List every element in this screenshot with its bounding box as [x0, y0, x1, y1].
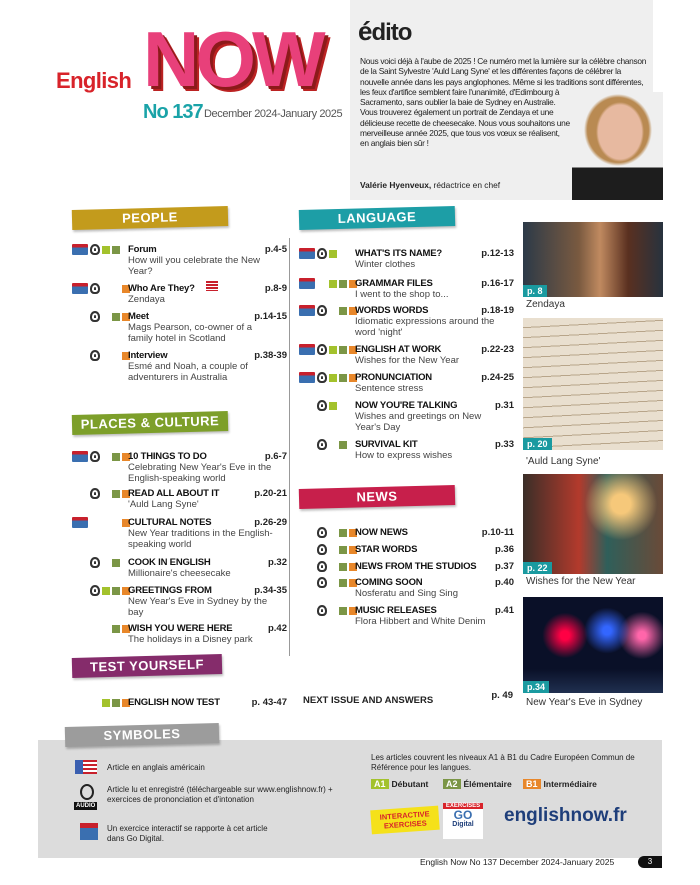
entry-title: Interview: [128, 350, 168, 361]
go-digital-icon: [299, 248, 315, 259]
audio-icon: [317, 248, 327, 259]
entry-page: p.6-7: [264, 451, 287, 462]
entry-page: p.24-25: [481, 372, 514, 383]
toc-entry[interactable]: [299, 278, 514, 308]
go-digital-icon: [299, 372, 315, 383]
audio-icon: [317, 305, 327, 316]
audio-icon: [90, 488, 100, 499]
toc-entry[interactable]: [72, 451, 287, 484]
level-a2-icon: [112, 453, 120, 461]
level-a2-icon: [339, 346, 347, 354]
entry-page: p.32: [267, 557, 287, 568]
edito-signature: [360, 180, 500, 190]
entry-icons: [72, 451, 130, 462]
audio-icon: [90, 350, 100, 361]
photo-caption-wishes: Wishes for the New Year: [526, 576, 636, 587]
audio-icon: [317, 400, 327, 411]
level-a2-icon: [339, 579, 347, 587]
toc-entry[interactable]: [72, 517, 287, 550]
section-header-symboles: SYMBOLES: [65, 723, 219, 747]
entry-icons: [299, 400, 357, 411]
level-a2-icon: [112, 313, 120, 321]
entry-title: ENGLISH NOW TEST: [128, 697, 220, 708]
go-digital-icon: [299, 278, 315, 289]
photo-manuscript: [523, 318, 663, 450]
toc-entry[interactable]: [299, 344, 514, 374]
section-header-language: LANGUAGE: [299, 206, 455, 230]
entry-subtitle: Zendaya: [128, 294, 165, 305]
level-a1-icon: [329, 402, 337, 410]
entry-page: p.38-39: [254, 350, 287, 361]
go-label: GO: [453, 808, 473, 822]
level-a2-icon: [112, 246, 120, 254]
entry-title: Meet: [128, 311, 149, 322]
us-flag-icon: [206, 281, 218, 291]
entry-subtitle: 'Auld Lang Syne': [128, 499, 199, 510]
go-digital-icon: [72, 517, 88, 528]
entry-icons: [72, 557, 130, 568]
audio-icon: [317, 605, 327, 616]
level-a2-icon: [339, 563, 347, 571]
entry-title: Who Are They?: [128, 283, 195, 294]
audio-icon: [90, 451, 100, 462]
entry-page: p. 43-47: [251, 697, 287, 708]
interactive-exercises-badge[interactable]: INTERACTIVE EXERCISES: [370, 806, 440, 835]
level-a2-icon: [339, 607, 347, 615]
photo-page-badge: p. 8: [523, 285, 547, 297]
go-digital-icon: [80, 823, 98, 840]
level-name: Élémentaire: [463, 779, 512, 789]
level-a1-icon: [102, 246, 110, 254]
entry-subtitle: New Year traditions in the English-speaking world: [128, 528, 273, 550]
entry-title: Forum: [128, 244, 157, 255]
entry-subtitle: Sentence stress: [355, 383, 424, 394]
audio-icon: [90, 585, 100, 596]
go-digital-icon: [299, 344, 315, 355]
audio-icon: [90, 557, 100, 568]
entry-title: NOW YOU'RE TALKING: [355, 400, 458, 411]
toc-entry[interactable]: [299, 605, 514, 635]
photo-caption-auld-lang-syne: 'Auld Lang Syne': [526, 456, 601, 467]
level-code: A2: [443, 779, 461, 789]
entry-title: WISH YOU WERE HERE: [128, 623, 233, 634]
exercises-label: EXERCISES: [443, 803, 483, 809]
entry-title: WHAT'S ITS NAME?: [355, 248, 443, 259]
photo-caption-zendaya: Zendaya: [526, 299, 565, 310]
level-a2-icon: [339, 441, 347, 449]
entry-icons: [299, 372, 357, 383]
entry-page: p.31: [494, 400, 514, 411]
entry-title: NOW NEWS: [355, 527, 408, 538]
audio-icon: [317, 344, 327, 355]
audio-icon: [317, 439, 327, 450]
entry-subtitle: I went to the shop to...: [355, 289, 449, 300]
audio-icon: [317, 372, 327, 383]
entry-subtitle: Celebrating New Year's Eve in the English-speaking world: [128, 462, 272, 484]
entry-icons: [299, 605, 357, 616]
entry-title: MUSIC RELEASES: [355, 605, 437, 616]
audio-icon: [90, 283, 100, 294]
toc-entry[interactable]: [72, 488, 287, 518]
edito-title-rest: dito: [371, 19, 412, 46]
go-digital-icon: [299, 305, 315, 316]
logo-english: English: [56, 68, 132, 93]
entry-subtitle: Idiomatic expressions around the word 'night': [355, 316, 495, 338]
level-a2-icon: [112, 559, 120, 567]
logo-now: NOW: [143, 15, 322, 103]
legend-digital-text: Un exercice interactif se rapporte à cet article dans Go Digital.: [107, 824, 268, 843]
entry-page: p.37: [494, 561, 514, 572]
section-header-news: NEWS: [299, 485, 455, 509]
entry-icons: [72, 623, 130, 634]
edito-text-block: [360, 56, 650, 197]
entry-icons: [299, 527, 357, 538]
next-issue-row[interactable]: [303, 690, 518, 708]
website-link[interactable]: englishnow.fr: [504, 805, 627, 826]
entry-subtitle: Winter clothes: [355, 259, 416, 270]
entry-subtitle: Wishes and greetings on New Year's Day: [355, 411, 482, 433]
level-a2-icon: [112, 699, 120, 707]
level-a2-icon: [112, 625, 120, 633]
level-a1-icon: [329, 346, 337, 354]
entry-page: p.26-29: [254, 517, 287, 528]
entry-title: GREETINGS FROM: [128, 585, 212, 596]
level-a1-icon: [329, 250, 337, 258]
next-issue-title: NEXT ISSUE AND ANSWERS: [303, 695, 434, 706]
toc-entry[interactable]: [72, 623, 287, 653]
entry-title: WORDS WORDS: [355, 305, 429, 316]
entry-page: p.16-17: [481, 278, 514, 289]
entry-icons: [72, 311, 130, 322]
photo-page-badge: p. 20: [523, 438, 552, 450]
entry-subtitle: Wishes for the New Year: [355, 355, 460, 366]
photo-page-badge: p. 22: [523, 562, 552, 574]
entry-page: p.41: [494, 605, 514, 616]
entry-title: PRONUNCIATION: [355, 372, 432, 383]
level-a1: [371, 779, 428, 789]
photo-fireworks: [523, 597, 663, 693]
us-flag-icon: [75, 760, 97, 774]
entry-page: p.10-11: [481, 527, 514, 538]
toc-entry[interactable]: [299, 400, 514, 433]
edito-title: [358, 12, 411, 46]
entry-subtitle: How to express wishes: [355, 450, 453, 461]
entry-page: p.20-21: [254, 488, 287, 499]
edito-text: Nous voici déjà à l'aube de 2025 ! Ce numéro met la lumière sur la célèbre chanson de la Saint Sylvestre 'Auld Lang Syne' et les différentes façons de célébrer la nouvelle année dans les pays anglophones. Même si les traditions sont différentes, les feux d'artifice semblent faire l'unanimité, d'Edimbourg à Sacramento, sans oublier la baie de Sydney en Australie. Vous trouverez également un portrait de Zendaya et une délicieuse recette de cheesecake. Nous vous souhaitons une merveilleuse année 2025, que tous vos vœux se réalisent, en anglais bien sûr !: [360, 56, 647, 149]
audio-icon: [90, 311, 100, 322]
level-a1-icon: [329, 374, 337, 382]
entry-title: ENGLISH AT WORK: [355, 344, 442, 355]
level-a1-icon: [102, 699, 110, 707]
entry-page: p.18-19: [481, 305, 514, 316]
entry-subtitle: Millionaire's cheesecake: [128, 568, 231, 579]
go-digital-icon: [72, 283, 88, 294]
page-number: 3: [638, 856, 662, 868]
entry-icons: [299, 439, 357, 450]
level-a2-icon: [339, 374, 347, 382]
level-a2: [443, 779, 512, 789]
entry-icons: [72, 350, 130, 361]
toc-entry[interactable]: [72, 283, 287, 313]
column-divider: [289, 238, 290, 656]
editor-role: rédactrice en chef: [431, 180, 501, 190]
audio-icon: [90, 244, 100, 255]
entry-icons: [72, 488, 130, 499]
entry-title: READ ALL ABOUT IT: [128, 488, 220, 499]
entry-page: p.34-35: [254, 585, 287, 596]
level-name: Intermédiaire: [543, 779, 597, 789]
toc-entry[interactable]: [72, 557, 287, 587]
issue-number: No 137: [143, 101, 203, 123]
level-name: Débutant: [391, 779, 429, 789]
entry-title: 10 THINGS TO DO: [128, 451, 207, 462]
toc-entry[interactable]: [72, 697, 287, 727]
headphones-icon: [80, 784, 94, 800]
audio-icon: [317, 577, 327, 588]
entry-icons: [72, 244, 130, 255]
entry-page: p.8-9: [264, 283, 287, 294]
entry-icons: [72, 283, 130, 294]
entry-icons: [299, 561, 357, 572]
entry-icons: [299, 544, 357, 555]
footer-issue: English Now No 137 December 2024-January 2025: [420, 857, 615, 867]
level-a2-icon: [112, 587, 120, 595]
entry-icons: [72, 517, 130, 528]
next-issue-page: p. 49: [491, 690, 513, 701]
entry-title: NEWS FROM THE STUDIOS: [355, 561, 477, 572]
entry-subtitle: How will you celebrate the New Year?: [128, 255, 261, 277]
toc-entry[interactable]: [72, 311, 287, 344]
entry-title: GRAMMAR FILES: [355, 278, 433, 289]
entry-subtitle: New Year's Eve in Sydney by the bay: [128, 596, 268, 618]
go-digital-icon: [72, 451, 88, 462]
level-a2-icon: [339, 280, 347, 288]
toc-entry[interactable]: [299, 248, 514, 278]
audio-icon: [317, 527, 327, 538]
issue-dates: December 2024-January 2025: [204, 108, 343, 120]
level-a2-icon: [112, 490, 120, 498]
level-a1-icon: [102, 587, 110, 595]
level-a1-icon: [329, 280, 337, 288]
entry-page: p.33: [494, 439, 514, 450]
level-code: A1: [371, 779, 389, 789]
digital-label: Digital: [452, 821, 474, 828]
level-a2-icon: [339, 307, 347, 315]
entry-page: p.42: [267, 623, 287, 634]
audio-icon: [317, 561, 327, 572]
toc-entry[interactable]: [299, 372, 514, 402]
edito-title-e: é: [358, 16, 372, 46]
level-code: B1: [523, 779, 541, 789]
entry-icons: [299, 344, 357, 355]
entry-icons: [299, 248, 357, 259]
photo-couple: [523, 474, 663, 574]
entry-subtitle: Esmé and Noah, a couple of adventurers in Australia: [128, 361, 248, 383]
legend-audio-text: Article lu et enregistré (téléchargeable sur www.englishnow.fr) + exercices de prononciation et d'intonation: [107, 785, 333, 804]
photo-zendaya: [523, 222, 663, 297]
entry-icons: [299, 577, 357, 588]
entry-subtitle: Flora Hibbert and White Denim: [355, 616, 486, 627]
editor-name: Valérie Hyenveux,: [360, 180, 432, 190]
entry-icons: [299, 278, 357, 289]
level-a2-icon: [339, 529, 347, 537]
entry-subtitle: Nosferatu and Sing Sing: [355, 588, 458, 599]
section-header-people: PEOPLE: [72, 206, 228, 230]
toc-entry[interactable]: [299, 439, 514, 469]
toc-entry[interactable]: [72, 585, 287, 618]
entry-subtitle: Mags Pearson, co-owner of a family hotel in Scotland: [128, 322, 253, 344]
entry-page: p.4-5: [264, 244, 287, 255]
entry-title: CULTURAL NOTES: [128, 517, 212, 528]
entry-page: p.12-13: [481, 248, 514, 259]
entry-page: p.36: [494, 544, 514, 555]
entry-title: SURVIVAL KIT: [355, 439, 418, 450]
entry-page: p.22-23: [481, 344, 514, 355]
go-digital-icon: [72, 244, 88, 255]
levels-intro: Les articles couvrent les niveaux A1 à B1 du Cadre Européen Commun de Référence pour les langues.: [371, 753, 635, 772]
section-header-places: PLACES & CULTURE: [72, 411, 228, 435]
toc-entry[interactable]: [299, 577, 514, 607]
entry-page: p.40: [494, 577, 514, 588]
entry-page: p.14-15: [254, 311, 287, 322]
toc-entry[interactable]: [299, 305, 514, 338]
level-b1: [523, 779, 597, 789]
section-header-test: TEST YOURSELF: [72, 654, 222, 678]
toc-entry[interactable]: [72, 244, 287, 277]
entry-title: STAR WORDS: [355, 544, 418, 555]
legend-us-text: Article en anglais américain: [107, 763, 205, 772]
audio-badge: AUDIO: [76, 803, 96, 809]
entry-icons: [72, 585, 130, 596]
level-a2-icon: [339, 546, 347, 554]
go-digital-logo[interactable]: [443, 803, 483, 839]
photo-page-badge: p.34: [523, 681, 549, 693]
entry-title: COMING SOON: [355, 577, 423, 588]
photo-caption-sydney: New Year's Eve in Sydney: [526, 697, 643, 708]
entry-subtitle: The holidays in a Disney park: [128, 634, 253, 645]
entry-icons: [299, 305, 357, 316]
audio-icon: [317, 544, 327, 555]
entry-title: COOK IN ENGLISH: [128, 557, 211, 568]
entry-icons: [72, 697, 130, 708]
toc-entry[interactable]: [72, 350, 287, 383]
